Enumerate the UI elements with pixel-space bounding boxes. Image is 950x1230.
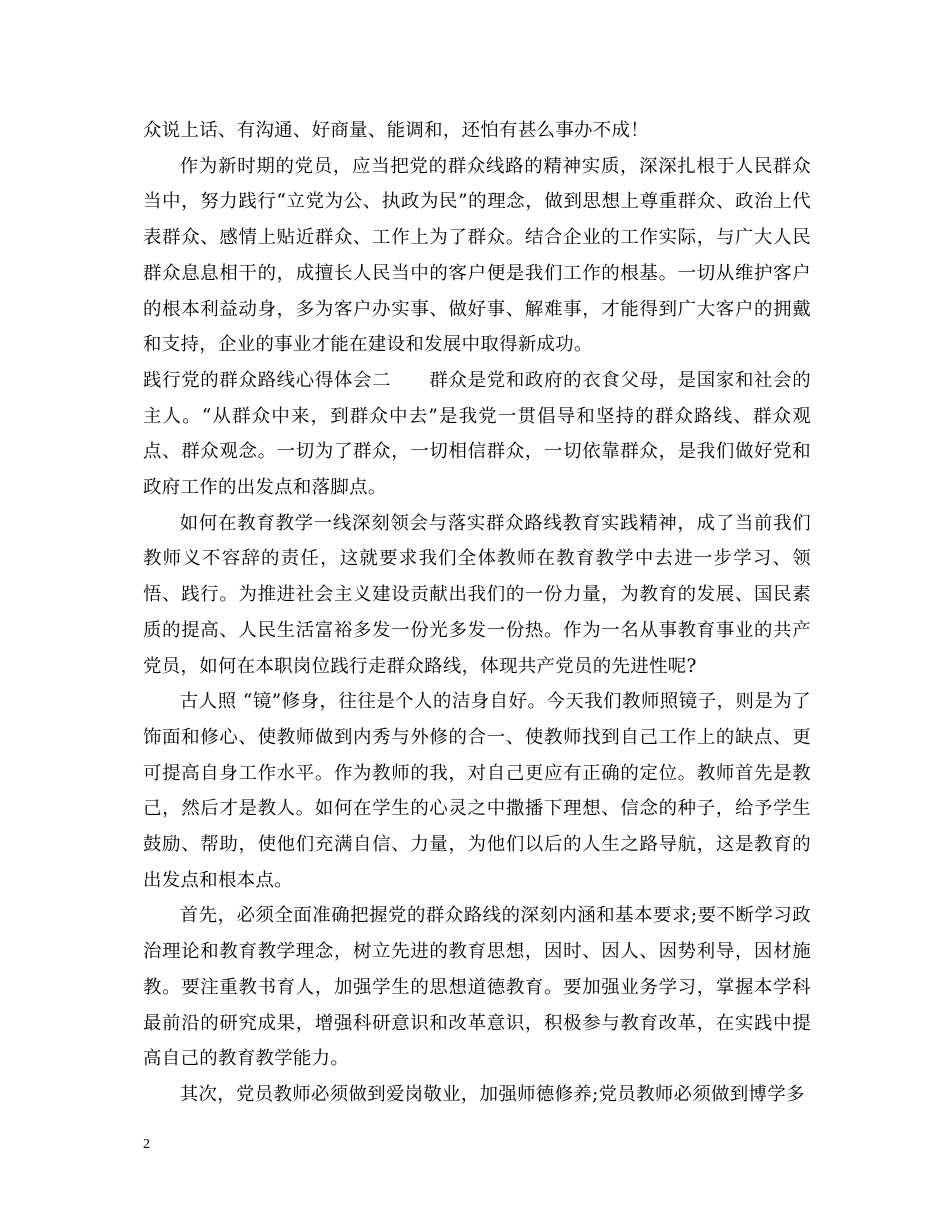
- body-text: [143, 113, 811, 1113]
- paragraph-5: 古人照 “镜”修身，往往是个人的洁身自好。今天我们教师照镜子，则是为了饰面和修心、使教师做到内秀与外修的合一、使教师找到自己工作上的缺点、更可提高自身工作水平。作为教师的我，对自己更应有正确的定位。教师首先是教己，然后才是教人。如何在学生的心灵之中撒播下理想、信念的种子，给予学生鼓励、帮助，使他们充满自信、力量，为他们以后的人生之路导航，这是教育的出发点和根本点。: [143, 691, 811, 891]
- paragraph-3-section-heading: 践行党的群众路线心得体会二 群众是党和政府的衣食父母，是国家和社会的主人。“从群众中来，到群众中去”是我党一贯倡导和坚持的群众路线、群众观点、群众观念。一切为了群众，一切相信群众，一切依靠群众，是我们做好党和政府工作的出发点和落脚点。: [143, 369, 811, 499]
- paragraph-1: 众说上话、有沟通、好商量、能调和，还怕有甚么事办不成！: [143, 120, 649, 141]
- paragraph-4: 如何在教育教学一线深刻领会与落实群众路线教育实践精神，成了当前我们教师义不容辞的责任，这就要求我们全体教师在教育教学中去进一步学习、领悟、践行。为推进社会主义建设贡献出我们的一份力量，为教育的发展、国民素质的提高、人民生活富裕多发一份光多发一份热。作为一名从事教育事业的共产党员，如何在本职岗位践行走群众路线，体现共产党员的先进性呢?: [143, 512, 811, 677]
- paragraph-2: 作为新时期的党员，应当把党的群众线路的精神实质，深深扎根于人民群众当中，努力践行“立党为公、执政为民”的理念，做到思想上尊重群众、政治上代表群众、感情上贴近群众、工作上为了群众。结合企业的工作实际，与广大人民群众息息相干的，成擅长人民当中的客户便是我们工作的根基。一切从维护客户的根本利益动身，多为客户办实事、做好事、解难事，才能得到广大客户的拥戴和支持，企业的事业才能在建设和发展中取得新成功。: [143, 155, 811, 356]
- paragraph-7: 其次，党员教师必须做到爱岗敬业，加强师德修养;党员教师必须做到博学多: [179, 1083, 805, 1105]
- paragraph-6: 首先，必须全面准确把握党的群众路线的深刻内涵和基本要求;要不断学习政治理论和教育教学理念，树立先进的教育思想，因时、因人、因势利导，因材施教。要注重教书育人，加强学生的思想道德教育。要加强业务学习，掌握本学科最前沿的研究成果，增强科研意识和改革意识，积极参与教育改革，在实践中提高自己的教育教学能力。: [143, 905, 811, 1070]
- page-number: 2: [143, 1137, 150, 1152]
